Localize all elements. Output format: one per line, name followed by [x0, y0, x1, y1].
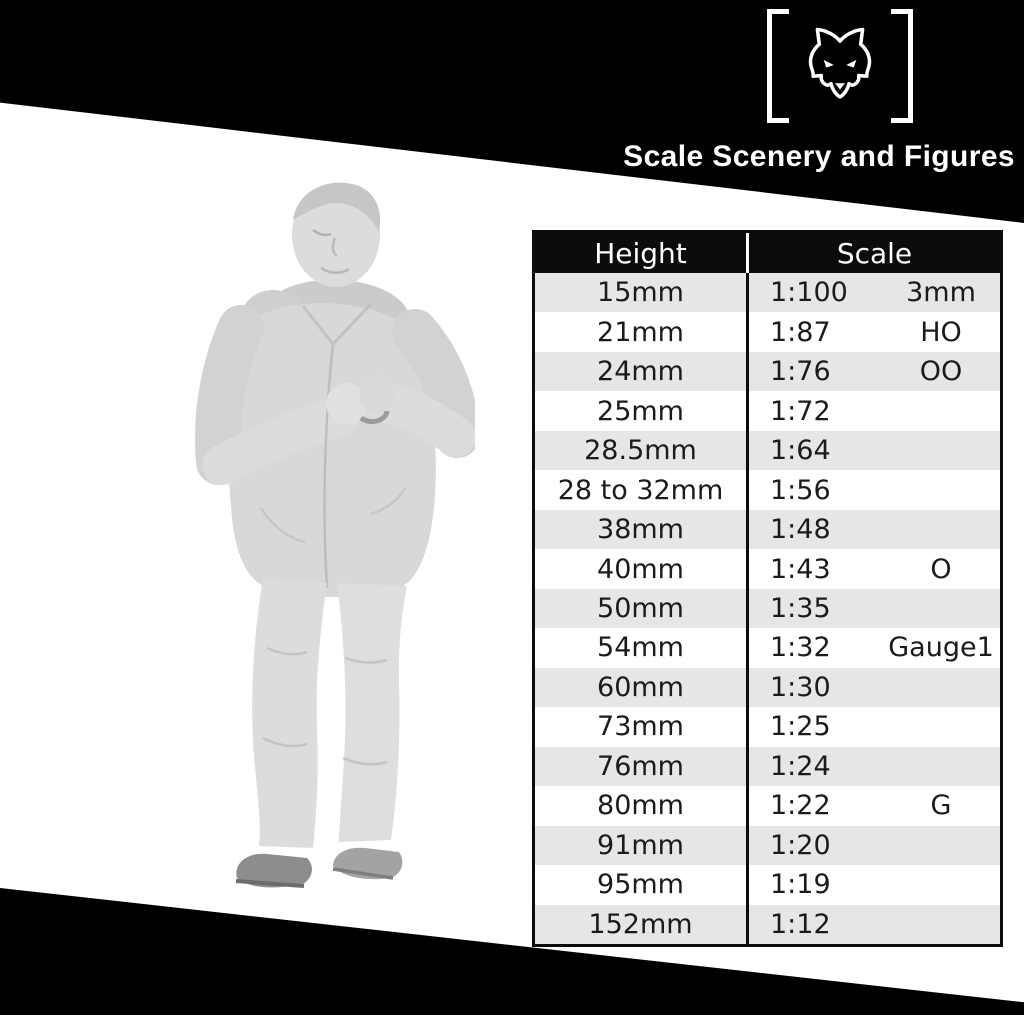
bracket-right-icon — [891, 9, 913, 123]
scale-cell — [746, 747, 1000, 786]
table-row — [535, 391, 1000, 430]
scale-ratio: 1:19 — [770, 869, 831, 901]
figure-shoes — [236, 848, 402, 888]
height-cell: 40mm — [597, 553, 684, 585]
table-row — [535, 905, 1000, 944]
scale-cell — [746, 431, 1000, 470]
height-cell: 152mm — [588, 908, 693, 940]
height-cell: 91mm — [597, 829, 684, 861]
table-row — [535, 312, 1000, 351]
height-cell: 76mm — [597, 750, 684, 782]
scale-ratio: 1:32 — [770, 632, 831, 664]
height-cell: 28.5mm — [584, 435, 697, 467]
gauge-name: G — [930, 790, 952, 822]
table-row — [535, 747, 1000, 786]
height-cell: 50mm — [597, 592, 684, 624]
height-cell: 73mm — [597, 711, 684, 743]
table-row — [535, 786, 1000, 825]
height-cell: 54mm — [597, 632, 684, 664]
table-row — [535, 510, 1000, 549]
gauge-name: HO — [920, 316, 962, 348]
figure-3d-scan-man — [175, 178, 475, 908]
scale-cell — [746, 865, 1000, 904]
scale-cell — [746, 510, 1000, 549]
scale-cell — [746, 905, 1000, 944]
table-row — [535, 431, 1000, 470]
bracket-left-icon — [767, 9, 789, 123]
col-header-height: Height — [535, 233, 746, 273]
table-row — [535, 826, 1000, 865]
scale-ratio: 1:43 — [770, 553, 831, 585]
table-row — [535, 707, 1000, 746]
gauge-name: Gauge1 — [888, 632, 994, 664]
table-header-row — [535, 233, 1000, 273]
gauge-name: O — [930, 553, 952, 585]
gauge-name: OO — [919, 356, 963, 388]
scale-cell — [746, 707, 1000, 746]
height-cell: 80mm — [597, 790, 684, 822]
scale-ratio: 1:30 — [770, 671, 831, 703]
table-row — [535, 628, 1000, 667]
table-row — [535, 352, 1000, 391]
scale-cell — [746, 352, 1000, 391]
height-cell: 24mm — [597, 356, 684, 388]
scale-ratio: 1:12 — [770, 908, 831, 940]
brand-name: Scale Scenery and Figures — [623, 140, 1015, 173]
table-row — [535, 668, 1000, 707]
table-row — [535, 470, 1000, 509]
scale-cell — [746, 628, 1000, 667]
scale-ratio: 1:25 — [770, 711, 831, 743]
height-cell: 25mm — [597, 395, 684, 427]
scale-cell — [746, 470, 1000, 509]
scale-ratio: 1:76 — [770, 356, 831, 388]
scale-ratio: 1:100 — [770, 277, 848, 309]
height-cell: 21mm — [597, 316, 684, 348]
figure-jeans — [252, 578, 407, 848]
scale-ratio: 1:22 — [770, 790, 831, 822]
scale-table — [532, 230, 1003, 947]
scale-ratio: 1:20 — [770, 829, 831, 861]
table-row — [535, 549, 1000, 588]
scale-cell — [746, 273, 1000, 312]
scale-cell — [746, 668, 1000, 707]
scale-cell — [746, 312, 1000, 351]
scale-ratio: 1:48 — [770, 514, 831, 546]
table-row — [535, 865, 1000, 904]
gauge-name: 3mm — [906, 277, 976, 309]
table-body — [535, 273, 1000, 944]
height-cell: 38mm — [597, 514, 684, 546]
height-cell: 15mm — [597, 277, 684, 309]
height-cell: 60mm — [597, 671, 684, 703]
scale-ratio: 1:72 — [770, 395, 831, 427]
table-row — [535, 589, 1000, 628]
scale-cell — [746, 786, 1000, 825]
scale-ratio: 1:56 — [770, 474, 831, 506]
table-row — [535, 273, 1000, 312]
scale-ratio: 1:87 — [770, 316, 831, 348]
scale-ratio: 1:64 — [770, 435, 831, 467]
scale-cell — [746, 391, 1000, 430]
figure-head — [292, 183, 380, 287]
height-cell: 95mm — [597, 869, 684, 901]
col-header-scale: Scale — [746, 233, 1000, 273]
scale-ratio: 1:24 — [770, 750, 831, 782]
scale-cell — [746, 826, 1000, 865]
figure-jacket — [218, 303, 457, 597]
height-cell: 28 to 32mm — [557, 474, 724, 506]
scale-cell — [746, 589, 1000, 628]
wolf-head-icon — [801, 21, 879, 105]
scale-ratio: 1:35 — [770, 592, 831, 624]
scale-cell — [746, 549, 1000, 588]
